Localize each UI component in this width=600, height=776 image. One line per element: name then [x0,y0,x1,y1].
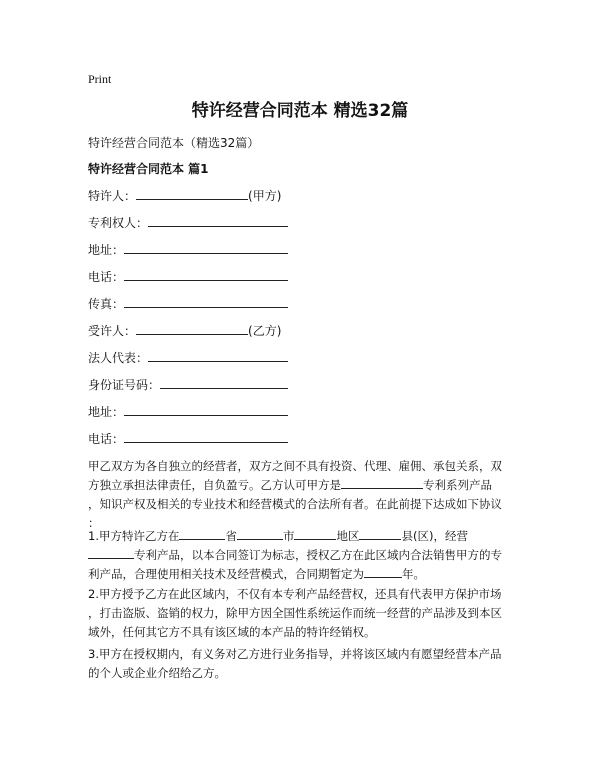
clause-text: 1.甲方特许乙方在 [88,529,180,543]
field-licensee [88,321,281,339]
field-label: 地址： [88,243,125,257]
blank-line [136,321,248,335]
field-label: 法人代表： [88,351,149,365]
field-legal-rep [88,348,288,366]
clause-line: 的个人或企业介绍给乙方。 [88,666,226,680]
clause-text: 省 [225,529,237,543]
blank-line [341,476,423,489]
clause-line [88,546,518,565]
clause-line [88,565,518,584]
clause-text: 年。 [402,567,425,581]
print-label[interactable]: Print [88,72,112,86]
field-label: 传真： [88,297,125,311]
section-title: 特许经营合同范本 篇1 [88,162,209,176]
blank-line [148,348,288,362]
clause-line: 2.甲方授予乙方在此区域内，不仅有本专利产品经营权，还具有代表甲方保护市场 [88,587,502,601]
field-patentee [88,213,288,231]
field-id-number [88,375,288,393]
blank-line [364,565,402,578]
clause-1 [88,527,518,584]
field-label: 特许人： [88,189,137,203]
document-subtitle: 特许经营合同范本（精选32篇） [88,136,260,150]
field-label: 电话： [88,432,125,446]
clause-line [88,527,518,546]
field-label: 电话： [88,270,125,284]
blank-line [88,546,134,559]
intro-text: 专利系列产品 [423,478,492,492]
blank-line [124,429,288,443]
field-suffix: (甲方) [248,189,282,203]
field-address-2 [88,402,288,420]
blank-line [124,267,288,281]
blank-line [160,375,288,389]
clause-line: 3.甲方在授权期内，有义务对乙方进行业务指导，并将该区域内有愿望经营本产品 [88,647,502,661]
clause-text: 专利产品，以本合同签订为标志，授权乙方在此区域内合法销售甲方的专 [134,548,502,562]
blank-line [294,527,336,540]
intro-line [88,476,518,495]
intro-line: ： [88,516,100,530]
intro-paragraph [88,457,518,533]
clause-line: 域外，任何其它方不具有该区域的本产品的特许经销权。 [88,625,376,639]
clause-2 [88,585,518,642]
clause-text: 利产品，合理使用相关技术及经营模式，合同期暂定为 [88,567,364,581]
field-label: 地址： [88,405,125,419]
field-suffix: (乙方) [248,324,282,338]
blank-line [359,527,401,540]
intro-line: 甲乙双方为各自独立的经营者，双方之间不具有投资、代理、雇佣、承包关系，双 [88,459,502,473]
field-licensor [88,186,281,204]
blank-line [124,240,288,254]
clause-3 [88,645,518,683]
clause-text: 县(区)，经营 [401,529,468,543]
field-phone-2 [88,429,288,447]
blank-line [179,527,225,540]
blank-line [124,402,288,416]
field-label: 身份证号码： [88,378,161,392]
clause-text: 地区 [336,529,360,543]
intro-text: 方独立承担法律责任，自负盈亏。乙方认可甲方是 [88,478,341,492]
blank-line [124,294,288,308]
field-fax [88,294,288,312]
field-phone-1 [88,267,288,285]
document-title: 特许经营合同范本 精选32篇 [191,101,409,121]
field-label: 受许人： [88,324,137,338]
clause-text: 市 [282,529,295,543]
clause-line: ，打击盗版、盗销的权力，除甲方因全国性系统运作而统一经营的产品涉及到本区 [88,606,502,620]
blank-line [136,186,248,200]
blank-line [148,213,288,227]
blank-line [237,527,283,540]
field-label: 专利权人： [88,216,149,230]
intro-line: ，知识产权及相关的专业技术和经营模式的合法所有者。在此前提下达成如下协议 [88,497,502,511]
field-address-1 [88,240,288,258]
